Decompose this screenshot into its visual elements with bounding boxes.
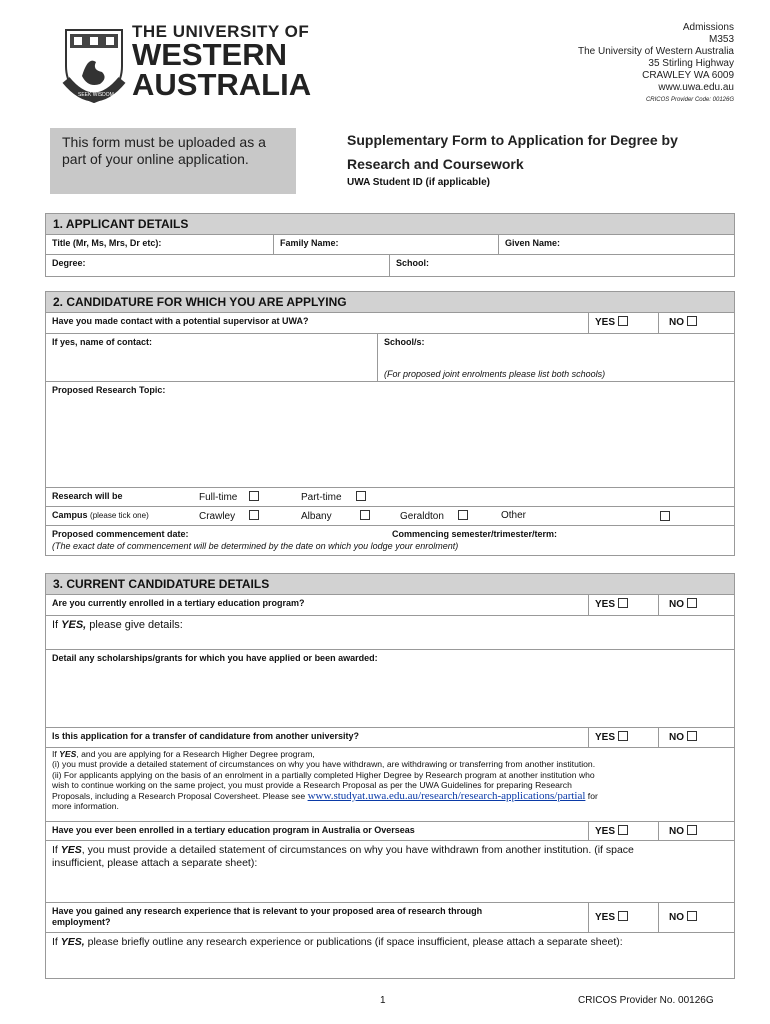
- no-option[interactable]: [658, 313, 734, 333]
- transfer-line: (i) you must provide a detailed statement of circumstances on why you have withdrawn, are withdrawing or transferring from another institution.: [52, 759, 596, 770]
- if-text: If: [52, 844, 61, 856]
- crest-icon: [62, 26, 126, 104]
- transfer-line: , and you are applying for a Research Higher Degree program,: [76, 749, 315, 759]
- yes-label: YES: [595, 912, 616, 923]
- schools-label: School/s:: [384, 337, 425, 347]
- experience-question-text: employment?: [52, 917, 111, 927]
- title-label: Title (Mr, Ms, Mrs, Dr etc):: [52, 238, 162, 248]
- family-name-label: Family Name:: [280, 238, 339, 248]
- given-name-label: Given Name:: [505, 238, 561, 248]
- no-checkbox[interactable]: [687, 731, 697, 741]
- transfer-line: wish to continue working on the same project, you must provide a Research Proposal as per the UWA Guidelines for preparing Research: [52, 780, 572, 791]
- geraldton-option[interactable]: [394, 507, 474, 525]
- research-mode-text: Research will be: [52, 491, 123, 501]
- yes-emphasis: YES,: [60, 936, 85, 948]
- footer-cricos: CRICOS Provider No. 00126G: [578, 995, 714, 1006]
- no-label: NO: [669, 599, 684, 610]
- no-checkbox[interactable]: [687, 316, 697, 326]
- title-field[interactable]: [46, 235, 273, 254]
- experience-details-row: [46, 933, 734, 978]
- university-name-line2: WESTERN: [132, 37, 287, 72]
- withdrawn-details-field[interactable]: [46, 841, 734, 902]
- scholarships-field[interactable]: [46, 650, 734, 727]
- transfer-info-text: [46, 748, 734, 821]
- section-applicant-details: [45, 213, 735, 277]
- full-time-option[interactable]: [193, 488, 265, 506]
- upload-note: This form must be uploaded as a part of your online application.: [50, 128, 296, 194]
- withdrawn-text: , you must provide a detailed statement of circumstances on why you have withdrawn from another institution. (if space: [81, 844, 634, 856]
- section-heading: 1. APPLICANT DETAILS: [46, 214, 734, 235]
- attendance-row: [46, 488, 734, 507]
- svg-text:SEEK WISDOM: SEEK WISDOM: [78, 92, 114, 98]
- no-label: NO: [669, 317, 684, 328]
- scholarships-row: [46, 650, 734, 728]
- degree-field[interactable]: [46, 255, 389, 276]
- scholarships-label: Detail any scholarships/grants for which you have applied or been awarded:: [52, 653, 378, 663]
- yes-checkbox[interactable]: [618, 598, 628, 608]
- research-mode-label: [46, 488, 186, 506]
- withdrawn-details-row: [46, 841, 734, 903]
- contact-row: [46, 334, 734, 382]
- enrolled-details-row: [46, 616, 734, 650]
- transfer-row: [46, 728, 734, 748]
- degree-label: Degree:: [52, 258, 86, 268]
- experience-details-field[interactable]: [46, 933, 734, 978]
- other-label: Other: [501, 510, 527, 521]
- yes-option[interactable]: [588, 313, 658, 333]
- student-id-label: UWA Student ID (if applicable): [347, 177, 490, 188]
- no-checkbox[interactable]: [687, 825, 697, 835]
- yes-emphasis: YES: [59, 749, 77, 759]
- no-option[interactable]: [658, 728, 734, 747]
- name-row: [46, 235, 734, 255]
- experience-text: please briefly outline any research experience or publications (if space insufficient, please attach a separate sheet):: [84, 936, 623, 948]
- part-time-option[interactable]: [295, 488, 372, 506]
- yes-label: YES: [595, 732, 616, 743]
- university-name-line3: AUSTRALIA: [132, 67, 312, 102]
- no-label: NO: [669, 912, 684, 923]
- section-candidature-applying: [45, 291, 735, 556]
- yes-label: YES: [595, 599, 616, 610]
- part-time-checkbox[interactable]: [356, 491, 366, 501]
- given-name-field[interactable]: [498, 235, 734, 254]
- address-line: The University of Western Australia: [578, 46, 734, 57]
- yes-checkbox[interactable]: [618, 825, 628, 835]
- give-details-text: please give details:: [86, 619, 183, 631]
- yes-option[interactable]: [588, 595, 658, 615]
- full-time-checkbox[interactable]: [249, 491, 259, 501]
- enrolled-australia-question: [46, 822, 588, 840]
- albany-label: Albany: [301, 511, 332, 522]
- address-line: M353: [708, 34, 734, 45]
- enrolled-question: [46, 595, 588, 615]
- no-option[interactable]: [658, 903, 734, 932]
- albany-option[interactable]: [295, 507, 376, 525]
- withdrawn-text: insufficient, please attach a separate sheet):: [52, 857, 258, 869]
- no-option[interactable]: [658, 595, 734, 615]
- section-current-candidature: [45, 573, 735, 979]
- enrolled-question-text: Are you currently enrolled in a tertiary education program?: [52, 598, 305, 608]
- yes-label: YES: [595, 826, 616, 837]
- if-text: If: [52, 936, 61, 948]
- transfer-question-text: Is this application for a transfer of candidature from another university?: [52, 731, 360, 741]
- section-heading: 2. CANDIDATURE FOR WHICH YOU ARE APPLYING: [46, 292, 734, 313]
- transfer-line: more information.: [52, 801, 119, 812]
- school-field[interactable]: [389, 255, 734, 276]
- research-topic-row: [46, 382, 734, 488]
- if-text: If: [52, 619, 62, 631]
- campus-row: [46, 507, 734, 526]
- experience-question: [46, 903, 588, 932]
- crawley-checkbox[interactable]: [249, 510, 259, 520]
- address-line: Admissions: [682, 22, 734, 33]
- joint-enrolment-note: (For proposed joint enrolments please list both schools): [384, 369, 606, 379]
- no-label: NO: [669, 826, 684, 837]
- contact-name-field[interactable]: [46, 334, 377, 381]
- enrolled-australia-text: Have you ever been enrolled in a tertiary education program in Australia or Overseas: [52, 825, 415, 835]
- yes-checkbox[interactable]: [618, 731, 628, 741]
- form-title-line1: Supplementary Form to Application for Degree by: [347, 132, 678, 148]
- contact-name-label: If yes, name of contact:: [52, 337, 153, 347]
- cricos-code: CRICOS Provider Code: 00126G: [645, 97, 734, 103]
- website-link[interactable]: www.uwa.edu.au: [658, 82, 734, 93]
- albany-checkbox[interactable]: [360, 510, 370, 520]
- schools-field[interactable]: [377, 334, 734, 381]
- address-line: 35 Stirling Highway: [648, 58, 734, 69]
- university-name-line1: THE UNIVERSITY OF: [132, 22, 310, 41]
- crawley-label: Crawley: [199, 511, 236, 522]
- enrolled-details-field[interactable]: [46, 616, 734, 649]
- yes-option[interactable]: [588, 903, 658, 932]
- page-number: 1: [380, 995, 386, 1006]
- school-label: School:: [396, 258, 429, 268]
- experience-row: [46, 903, 734, 933]
- transfer-line: Proposals, including a Research Proposal Coversheet. Please see: [52, 790, 308, 801]
- yes-label: YES: [595, 317, 616, 328]
- if-text: If: [52, 749, 60, 759]
- other-checkbox[interactable]: [660, 511, 670, 521]
- form-title: [347, 128, 747, 176]
- full-time-label: Full-time: [199, 492, 238, 503]
- campus-text: Campus: [52, 510, 88, 520]
- enrolled-row: [46, 595, 734, 616]
- commencement-row: [46, 526, 734, 555]
- no-option[interactable]: [658, 822, 734, 840]
- supervisor-question: [46, 313, 588, 333]
- geraldton-label: Geraldton: [400, 511, 444, 522]
- partial-research-link[interactable]: www.studyat.uwa.edu.au/research/research-applications/partial: [307, 789, 586, 802]
- yes-option[interactable]: [588, 728, 658, 747]
- family-name-field[interactable]: [273, 235, 498, 254]
- address-block: [578, 22, 734, 106]
- transfer-info-row: [46, 748, 734, 822]
- no-checkbox[interactable]: [687, 598, 697, 608]
- commencement-note: (The exact date of commencement will be determined by the date on which you lodge your enrolment): [52, 541, 459, 551]
- degree-row: [46, 255, 734, 276]
- transfer-line: for: [585, 790, 598, 801]
- other-option[interactable]: [495, 507, 675, 525]
- supervisor-contact-row: [46, 313, 734, 334]
- transfer-line: (ii) For applicants applying on the basis of an enrolment in a partially completed Higher Degree by Research program at another institution who: [52, 769, 595, 780]
- section-heading: 3. CURRENT CANDIDATURE DETAILS: [46, 574, 734, 595]
- form-title-line2: Research and Coursework: [347, 156, 524, 172]
- yes-checkbox[interactable]: [618, 316, 628, 326]
- yes-checkbox[interactable]: [618, 911, 628, 921]
- no-checkbox[interactable]: [687, 911, 697, 921]
- yes-option[interactable]: [588, 822, 658, 840]
- geraldton-checkbox[interactable]: [458, 510, 468, 520]
- campus-label: [46, 507, 186, 525]
- no-label: NO: [669, 732, 684, 743]
- part-time-label: Part-time: [301, 492, 342, 503]
- supervisor-question-text: Have you made contact with a potential supervisor at UWA?: [52, 316, 309, 326]
- yes-emphasis: YES: [60, 844, 82, 856]
- crawley-option[interactable]: [193, 507, 265, 525]
- yes-emphasis: YES,: [61, 619, 87, 631]
- semester-label: Commencing semester/trimester/term:: [392, 529, 558, 539]
- experience-question-text: Have you gained any research experience that is relevant to your proposed area of research through: [52, 906, 483, 916]
- commencement-label: Proposed commencement date:: [52, 529, 189, 539]
- research-topic-label: Proposed Research Topic:: [52, 385, 166, 395]
- research-topic-field[interactable]: [46, 382, 734, 487]
- transfer-question: [46, 728, 588, 747]
- address-line: CRAWLEY WA 6009: [642, 70, 734, 81]
- enrolled-australia-row: [46, 822, 734, 841]
- campus-hint: (please tick one): [90, 511, 149, 520]
